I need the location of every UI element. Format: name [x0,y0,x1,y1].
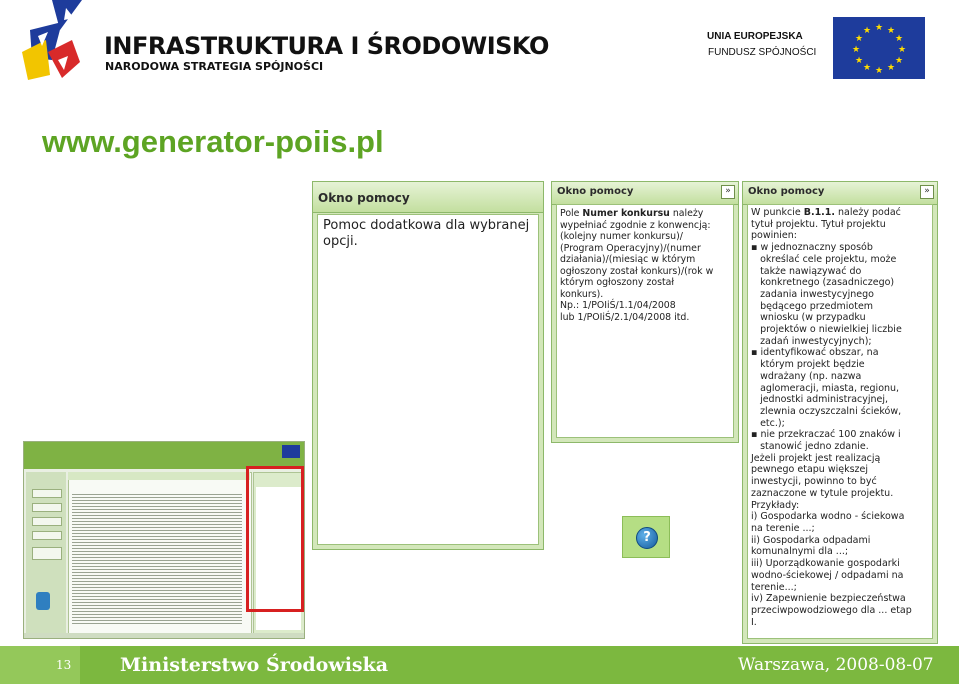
mini-menu-button [32,503,62,512]
panel-title: Okno pomocy [318,191,410,205]
eu-flag-icon [833,17,925,79]
mini-text-lines [72,492,242,626]
panel-body [747,204,933,639]
help-button[interactable] [622,516,670,558]
body-highlight: Numer konkursu [582,208,670,219]
fund-label: FUNDUSZ SPÓJNOŚCI [708,47,817,58]
panel-title: Okno pomocy [748,186,825,197]
body-text: należy podać tytuł projektu. Tytuł projektu powinien: ▪ w jednoznaczny sposób określać cele projektu, może także nawiązywać do konkretnego (zasadniczego) zadania inwestycyjnego będącego przedmiotem wniosku (w przypadku projektów o niewielkiej liczbie zadań inwestycyjnych); ▪ identyfikować obszar, na którym projekt będzie wdrażany (np. nazwa aglomeracji, miasta, regionu, jednostki administracyjnej, zlewnia oczyszczalni ścieków, etc.); ▪ nie przekraczać 100 znaków i stanowić jedno zdanie. Jeżeli projekt jest realizacją pewnego etapu większej inwestycji, powinno to być zaznaczone w tytule projektu. Przykłady: i) Gospodarka wodno - ściekowa na terenie ...; ii) Gospodarka odpadami komunalnymi dla ...; iii) Uporządkowanie gospodarki wodno-ściekowej / odpadami na terenie...; iv) Zapewnienie bezpieczeństwa przeciwpowodziowego dla ... etap I. [751,207,912,628]
site-url: www.generator-poiis.pl [42,124,384,159]
mini-menu-button [32,531,62,540]
body-text: należy wypełniać zgodnie z konwencją: (kolejny numer konkursu)/ (Program Operacyjny)/(numer działania)/(miesiąc w którym ogłoszony został konkurs)/(rok w którym ogłoszony został konkurs). Np.: 1/POIiŚ/1.1/04/2008 lub 1/POIiŚ/2.1/04/2008 itd. [560,208,714,323]
brand-title: INFRASTRUKTURA I ŚRODOWISKO [104,32,549,60]
eu-label: UNIA EUROPEJSKA [707,31,803,42]
collapse-icon[interactable]: » [721,185,735,199]
panel-title: Okno pomocy [557,186,634,197]
help-panel-project-title [742,181,938,644]
help-panel-contest-number [551,181,739,443]
svg-text:★: ★ [886,26,896,36]
body-text: W punkcie [751,207,804,218]
mini-ministry-logo [36,592,50,610]
svg-text:★: ★ [874,23,884,33]
mini-menu-button [32,547,62,560]
panel-header [743,182,937,205]
svg-text:★: ★ [894,34,904,44]
mini-menu-button [32,517,62,526]
mini-tabs [68,472,250,480]
help-icon: ? [636,527,658,549]
panel-body: Pomoc dodatkowa dla wybranej opcji. [317,214,539,545]
slide-number: 13 [56,658,72,672]
svg-text:★: ★ [851,45,861,55]
svg-text:★: ★ [897,45,907,55]
body-highlight: B.1.1. [803,207,836,218]
brand-subtitle: NARODOWA STRATEGIA SPÓJNOŚCI [105,60,324,73]
mini-sidebar [26,472,66,638]
panel-header [552,182,738,205]
svg-text:★: ★ [862,26,872,36]
svg-text:★: ★ [862,63,872,73]
footer-date: Warszawa, 2008-08-07 [738,655,934,675]
svg-text:★: ★ [886,63,896,73]
svg-text:★: ★ [854,34,864,44]
panel-header [313,182,543,213]
programme-logo [22,0,84,92]
help-panel-generic [312,181,544,550]
panel-body [556,204,734,438]
svg-text:★: ★ [854,56,864,66]
mini-eu-flag-icon [282,445,300,458]
highlight-frame [246,466,304,612]
mini-menu-button [32,489,62,498]
collapse-icon[interactable]: » [920,185,934,199]
svg-text:★: ★ [894,56,904,66]
body-text: Pole [560,208,583,219]
footer-organization: Ministerstwo Środowiska [120,654,389,676]
svg-text:★: ★ [874,66,884,76]
mini-footer [24,633,304,638]
mini-header [24,442,304,469]
